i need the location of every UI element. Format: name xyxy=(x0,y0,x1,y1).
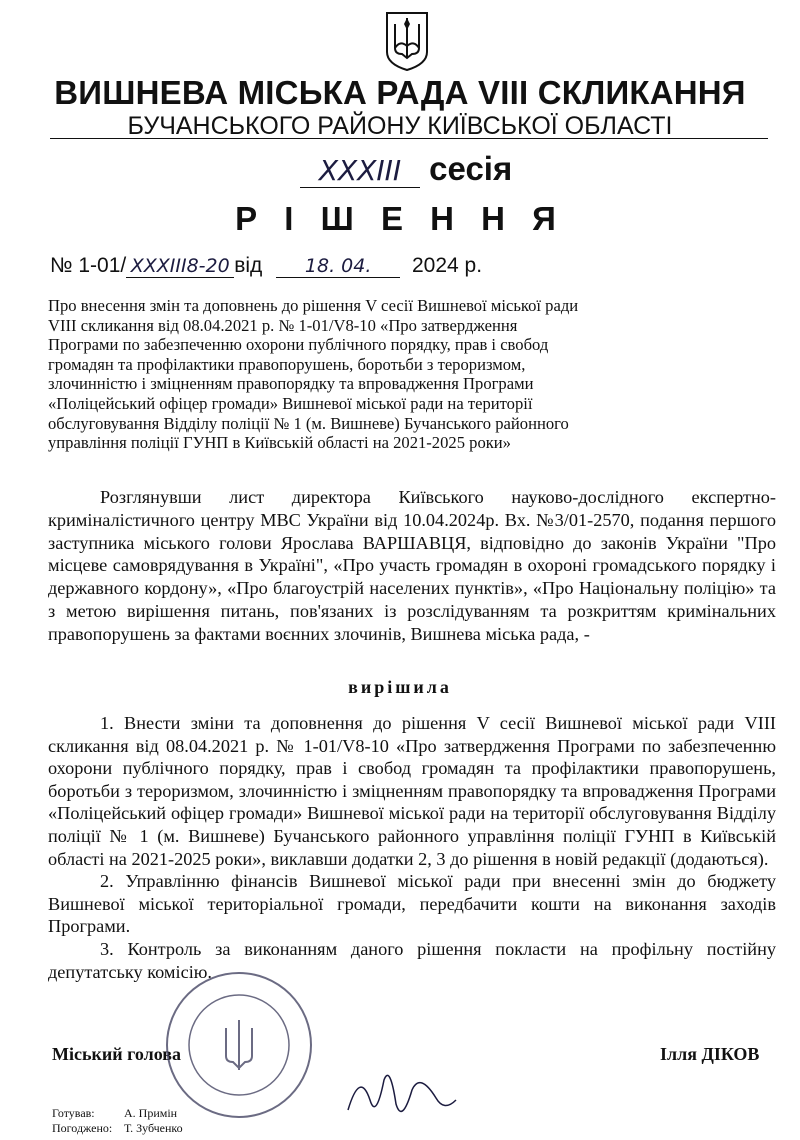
from-label: від xyxy=(234,254,263,277)
session-line xyxy=(300,150,512,188)
header-divider xyxy=(50,138,768,139)
official-seal-icon xyxy=(164,970,314,1120)
subject-line: управління поліції ГУНП в Київській області на 2021-2025 роки» xyxy=(48,433,511,453)
approved-by: Т. Зубченко xyxy=(124,1121,183,1135)
decision-item: 3. Контроль за виконанням даного рішення покласти на профільну постійну депутатську комісію. xyxy=(48,938,776,982)
decision-number-line xyxy=(50,254,482,278)
signatory-name: Ілля ДІКОВ xyxy=(660,1044,760,1064)
decision-items xyxy=(48,712,776,983)
session-number: XXXIII xyxy=(300,154,420,188)
number-prefix: № 1-01/ xyxy=(50,254,127,277)
handwritten-signature-icon xyxy=(340,1060,460,1130)
preamble xyxy=(48,486,776,646)
subject-line: громадян та профілактики правопорушень, боротьби з тероризмом, xyxy=(48,354,526,374)
decision-subject xyxy=(48,296,604,453)
decision-year: 2024 р. xyxy=(412,254,483,277)
subject-line: злочинністю і зміцненням правопорядку та впровадження Програми xyxy=(48,374,534,394)
subject-line: Про внесення змін та доповнень до рішення V сесії Вишневої міської ради xyxy=(48,296,579,315)
resolved-label: вирішила xyxy=(348,677,452,697)
preamble-text: Розглянувши лист директора Київського науково-дослідного експертно-криміналістичного центру МВС України від 10.04.2024р. Вх. №3/01-2570, подання першого заступника міського голови Ярослава ВАРШАВЦЯ, відповідно до законів України "Про місцеве самоврядування в Україні", «Про участь громадян в охороні громадського порядку і державного кордону», «Про благоустрій населених пунктів», «Про Національну поліцію» та з метою вирішення питань, пов'язаних із розслідуванням та розкриттям кримінальних правопорушень за фактами воєнних злочинів, Вишнева міська рада, - xyxy=(48,487,776,644)
subject-line: VIII скликання від 08.04.2021 р. № 1-01/V8-10 «Про затвердження xyxy=(48,315,518,335)
council-name: ВИШНЕВА МІСЬКА РАДА VIII СКЛИКАННЯ xyxy=(54,74,746,111)
prepared-row xyxy=(52,1106,183,1121)
subject-line: обслуговування Відділу поліції № 1 (м. Вишневе) Бучанського районного xyxy=(48,413,569,433)
prepared-by: А. Примін xyxy=(124,1106,178,1120)
signatory-title: Міський голова xyxy=(52,1044,181,1064)
trident-emblem-icon xyxy=(384,10,430,72)
district-name: БУЧАНСЬКОГО РАЙОНУ КИЇВСЬКОЇ ОБЛАСТІ xyxy=(127,112,673,140)
document-type: Р І Ш Е Н Н Я xyxy=(235,200,565,237)
decision-date: 18. 04. xyxy=(276,255,400,278)
decision-item: 2. Управлінню фінансів Вишневої міської ради при внесенні змін до бюджету Вишневої міської територіальної громади, передбачити кошти на виконання заходів Програми. xyxy=(48,871,776,937)
subject-line: «Поліцейський офіцер громади» Вишневої міської ради на території xyxy=(48,393,533,413)
approved-label: Погоджено: xyxy=(52,1121,113,1135)
decision-item: 1. Внести зміни та доповнення до рішення V сесії Вишневої міської ради VIII скликання від 08.04.2021 р. № 1-01/V8-10 «Про затвердження Програми по забезпеченню охорони публічного порядку, прав і свобод громадян та профілактики правопорушень, боротьби з тероризмом, злочинністю і зміцненням правопорядку та впровадження Програми «Поліцейський офіцер громади» Вишневої міської ради на території обслуговування Відділу поліції № 1 (м. Вишневе) Бучанського районного управління поліції ГУНП в Київській області на 2021-2025 роки», виклавши додатки 2, 3 до рішення в новій редакції (додаються). xyxy=(48,713,776,869)
approvals-footer xyxy=(52,1106,183,1136)
prepared-label: Готував: xyxy=(52,1106,95,1120)
session-label: сесія xyxy=(429,150,513,187)
decision-number: XXXIII8-20 xyxy=(126,255,234,278)
approved-row xyxy=(52,1121,183,1136)
subject-line: Програми по забезпеченню охорони публічного порядку, прав і свобод xyxy=(48,335,549,355)
